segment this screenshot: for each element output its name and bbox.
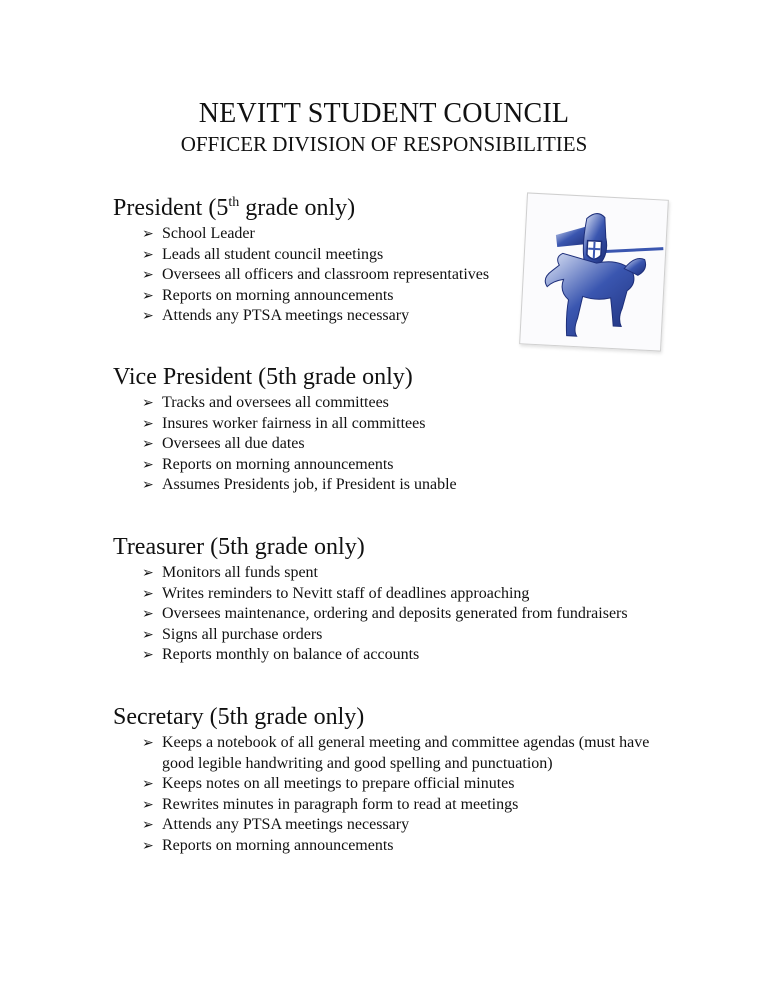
- responsibility-list: [113, 563, 628, 666]
- arrow-bullet-icon: ➢: [142, 415, 154, 432]
- arrow-bullet-icon: ➢: [142, 477, 154, 493]
- arrow-bullet-icon: ➢: [142, 456, 154, 473]
- arrow-bullet-icon: ➢: [142, 246, 154, 263]
- responsibility-list: [113, 733, 652, 856]
- list-item: ➢ Leads all student council meetings: [142, 245, 489, 266]
- section-heading: President (5th grade only): [113, 195, 356, 221]
- list-item: ➢ Insures worker fairness in all committees: [142, 414, 457, 435]
- arrow-bullet-icon: ➢: [142, 226, 154, 242]
- arrow-bullet-icon: ➢: [142, 817, 154, 833]
- list-item: ➢ Attends any PTSA meetings necessary: [142, 815, 652, 836]
- arrow-bullet-icon: ➢: [142, 647, 154, 663]
- section-treasurer: [113, 533, 628, 666]
- section-heading: Secretary (5th grade only): [113, 704, 365, 730]
- list-item: ➢ Oversees maintenance, ordering and deposits generated from fundraisers: [142, 604, 628, 625]
- section-secretary: [113, 703, 652, 856]
- section-vice-president: [113, 363, 457, 496]
- list-item: ➢ Tracks and oversees all committees: [142, 393, 457, 414]
- arrow-bullet-icon: ➢: [142, 796, 154, 813]
- list-item: ➢ Oversees all due dates: [142, 434, 457, 455]
- responsibility-list: [113, 224, 489, 327]
- knight-mascot-image: [519, 192, 669, 351]
- arrow-bullet-icon: ➢: [142, 606, 154, 622]
- list-item: ➢ Keeps notes on all meetings to prepare official minutes: [142, 774, 652, 795]
- list-item: ➢ School Leader: [142, 224, 489, 245]
- section-president: [113, 194, 489, 327]
- arrow-bullet-icon: ➢: [142, 626, 154, 643]
- arrow-bullet-icon: ➢: [142, 436, 154, 452]
- arrow-bullet-icon: ➢: [142, 735, 154, 751]
- document-subtitle: OFFICER DIVISION OF RESPONSIBILITIES: [180, 132, 588, 156]
- list-item: ➢ Signs all purchase orders: [142, 625, 628, 646]
- section-heading: Vice President (5th grade only): [113, 364, 413, 390]
- list-item: ➢ Assumes Presidents job, if President is unable: [142, 475, 457, 496]
- arrow-bullet-icon: ➢: [142, 585, 154, 602]
- knight-on-horse-icon: [520, 193, 668, 350]
- document-title: NEVITT STUDENT COUNCIL: [198, 98, 570, 129]
- arrow-bullet-icon: ➢: [142, 308, 154, 324]
- list-item: ➢ Rewrites minutes in paragraph form to read at meetings: [142, 795, 652, 816]
- arrow-bullet-icon: ➢: [142, 267, 154, 283]
- list-item: ➢ Writes reminders to Nevitt staff of deadlines approaching: [142, 584, 628, 605]
- list-item: ➢ Reports monthly on balance of accounts: [142, 645, 628, 666]
- arrow-bullet-icon: ➢: [142, 837, 154, 854]
- arrow-bullet-icon: ➢: [142, 565, 154, 581]
- arrow-bullet-icon: ➢: [142, 287, 154, 304]
- list-item: ➢ Keeps a notebook of all general meeting and committee agendas (must have good legible handwriting and good spelling and punctuation): [142, 734, 650, 772]
- section-heading: Treasurer (5th grade only): [113, 534, 365, 560]
- arrow-bullet-icon: ➢: [142, 776, 154, 792]
- list-item: ➢ Reports on morning announcements: [142, 455, 457, 476]
- list-item: ➢ Reports on morning announcements: [142, 286, 489, 307]
- responsibility-list: [113, 393, 457, 496]
- arrow-bullet-icon: ➢: [142, 395, 154, 411]
- list-item: ➢ Monitors all funds spent: [142, 563, 628, 584]
- list-item: ➢ Oversees all officers and classroom representatives: [142, 265, 489, 286]
- list-item: ➢ Attends any PTSA meetings necessary: [142, 306, 489, 327]
- list-item: ➢ Reports on morning announcements: [142, 836, 652, 857]
